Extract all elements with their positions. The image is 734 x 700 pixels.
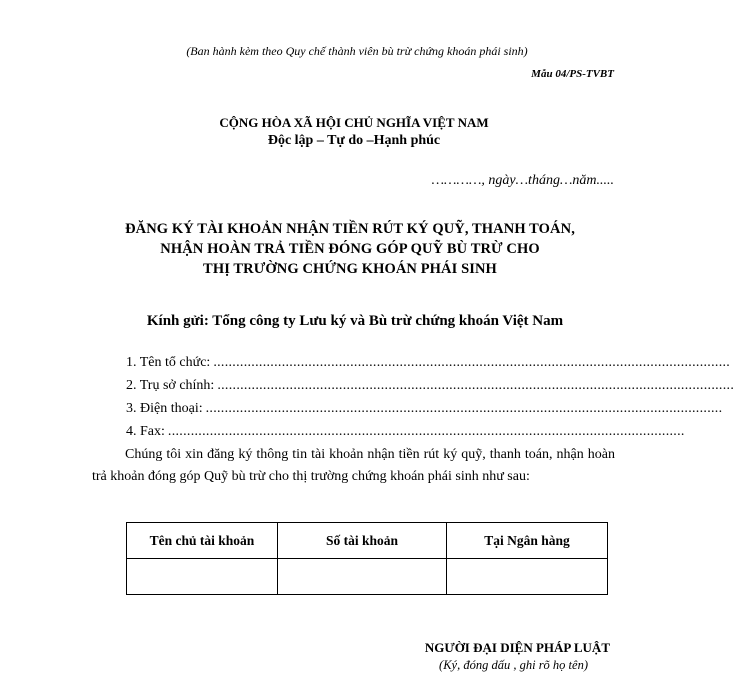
field-label: 2. Trụ sở chính: [126, 378, 215, 393]
field-blank: ........................................................................................................................................ [213, 355, 731, 370]
field-blank: ........................................................................................................................................ [167, 424, 685, 439]
column-header-account-number: Số tài khoản [278, 523, 447, 559]
cell-account-holder [127, 559, 278, 595]
registration-paragraph: Chúng tôi xin đăng ký thông tin tài khoản nhận tiền rút ký quỹ, thanh toán, nhận hoàn trả khoản đóng góp Quỹ bù trừ cho thị trường chứng khoán phái sinh như sau: [92, 447, 615, 484]
national-motto: Độc lập – Tự do –Hạnh phúc [267, 133, 441, 148]
signer-title: NGƯỜI ĐẠI DIỆN PHÁP LUẬT [424, 640, 610, 655]
national-name: CỘNG HÒA XÃ HỘI CHỦ NGHĨA VIỆT NAM [219, 115, 489, 130]
issued-note: (Ban hành kèm theo Quy chế thành viên bù trừ chứng khoán phái sinh) [186, 44, 528, 58]
field-head-office [126, 378, 734, 394]
field-label: 1. Tên tổ chức: [126, 355, 211, 370]
cell-bank [447, 559, 608, 595]
table-header-row [127, 523, 608, 559]
dateline: …………, ngày…tháng…năm..... [431, 173, 614, 188]
form-code: Mẫu 04/PS-TVBT [531, 68, 614, 80]
field-phone [126, 401, 723, 417]
field-organization-name [126, 355, 731, 371]
form-title-line-2: NHẬN HOÀN TRẢ TIỀN ĐÓNG GÓP QUỸ BÙ TRỪ CHO [160, 241, 540, 257]
field-blank: ........................................................................................................................................ [205, 401, 723, 416]
field-label: 4. Fax: [126, 424, 165, 439]
field-blank: ........................................................................................................................................ [217, 378, 734, 393]
column-header-account-holder: Tên chủ tài khoản [127, 523, 278, 559]
recipient: Kính gửi: Tổng công ty Lưu ký và Bù trừ chứng khoán Việt Nam [146, 313, 564, 329]
field-label: 3. Điện thoại: [126, 401, 203, 416]
cell-account-number [278, 559, 447, 595]
form-title-line-1: ĐĂNG KÝ TÀI KHOẢN NHẬN TIỀN RÚT KÝ QUỸ, THANH TOÁN, [125, 221, 575, 237]
column-header-bank: Tại Ngân hàng [447, 523, 608, 559]
table-row [127, 559, 608, 595]
field-fax [126, 424, 685, 440]
signer-note: (Ký, đóng dấu , ghi rõ họ tên) [439, 658, 588, 672]
form-title-line-3: THỊ TRƯỜNG CHỨNG KHOÁN PHÁI SINH [203, 261, 497, 277]
account-table [126, 522, 608, 595]
